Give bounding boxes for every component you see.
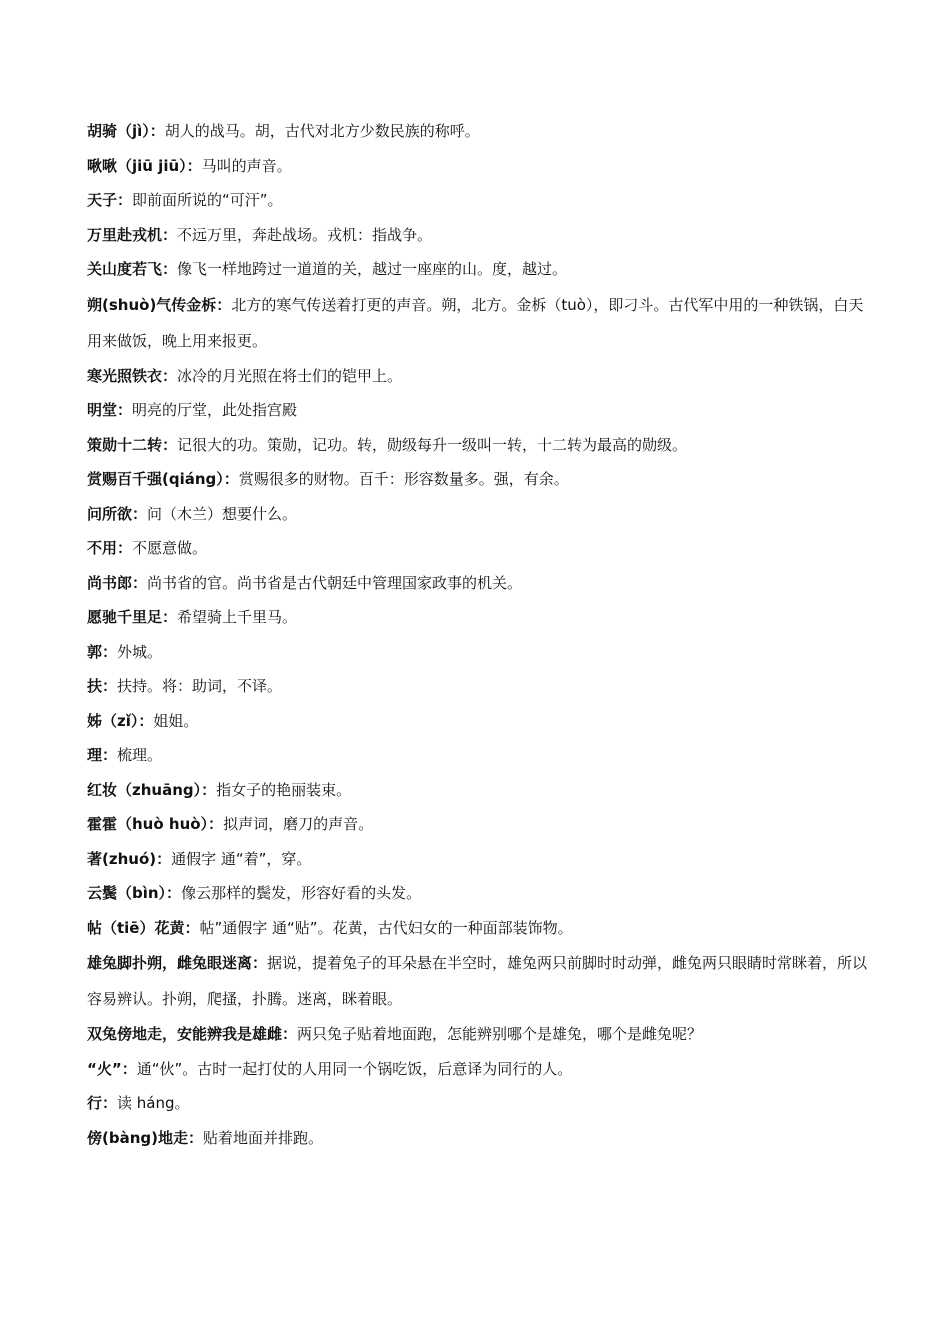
glossary-definition: 指女子的艳丽装束。 bbox=[216, 780, 352, 799]
glossary-entry bbox=[87, 876, 877, 911]
glossary-term: 问所欲： bbox=[87, 504, 148, 523]
glossary-definition: 贴着地面并排跑。 bbox=[203, 1128, 324, 1147]
glossary-definition: 胡人的战马。胡，古代对北方少数民族的称呼。 bbox=[164, 122, 480, 140]
glossary-definition: 梳理。 bbox=[117, 746, 163, 764]
glossary-definition: 像云那样的鬓发，形容好看的头发。 bbox=[181, 884, 422, 902]
glossary-definition: 据说，提着兔子的耳朵悬在半空时，雄兔两只前脚时时动弹，雌兔两只眼睛时常眯着，所以容易辨认。扑朔，爬搔，扑腾。迷离，眯着眼。 bbox=[87, 954, 868, 1008]
glossary-entry bbox=[87, 252, 877, 287]
glossary-definition: 明亮的厅堂，此处指宫殿 bbox=[132, 401, 298, 419]
glossary-entry bbox=[87, 945, 877, 1017]
glossary-entry bbox=[87, 635, 877, 670]
glossary-entry bbox=[87, 1121, 877, 1156]
glossary-term: 红妆（zhuāng）： bbox=[87, 780, 217, 799]
glossary-entry bbox=[87, 1017, 877, 1052]
glossary-entry bbox=[87, 531, 877, 566]
glossary-entry bbox=[87, 738, 877, 773]
glossary-definition: 尚书省的官。尚书省是古代朝廷中管理国家政事的机关。 bbox=[147, 573, 523, 592]
glossary-term: 赏赐百千强(qiáng）： bbox=[87, 470, 239, 488]
glossary-definition: 拟声词，磨刀的声音。 bbox=[223, 815, 374, 833]
glossary-entry bbox=[87, 773, 877, 808]
glossary-term: 啾啾（jiū jiū）： bbox=[87, 156, 202, 175]
glossary-term: 行： bbox=[87, 1094, 118, 1112]
glossary-term: 理： bbox=[87, 746, 118, 764]
glossary-term: 云鬓（bìn）： bbox=[87, 884, 182, 902]
glossary-term: 著(zhuó)： bbox=[87, 849, 172, 868]
glossary-term: 尚书郎： bbox=[87, 573, 148, 592]
glossary-entry bbox=[87, 393, 877, 428]
glossary-entry bbox=[87, 842, 877, 877]
glossary-entry bbox=[87, 807, 877, 842]
glossary-entry bbox=[87, 287, 877, 359]
glossary-definition: 北方的寒气传送着打更的声音。朔，北方。金柝（tuò），即刁斗。古代军中用的一种铁锅，白天用来做饭，晚上用来报更。 bbox=[87, 295, 864, 350]
glossary-term: 寒光照铁衣： bbox=[87, 366, 178, 385]
glossary-definition: 外城。 bbox=[117, 642, 163, 661]
glossary-term: 天子： bbox=[87, 191, 133, 209]
glossary-definition: 希望骑上千里马。 bbox=[177, 608, 298, 626]
glossary-term: 雄兔脚扑朔，雌兔眼迷离： bbox=[87, 954, 268, 972]
glossary-entry bbox=[87, 566, 877, 601]
glossary-term: 郭： bbox=[87, 642, 118, 661]
glossary-entry bbox=[87, 359, 877, 394]
glossary-entry bbox=[87, 911, 877, 946]
glossary-entry bbox=[87, 600, 877, 635]
glossary-definition: 通假字 通“着”，穿。 bbox=[171, 849, 312, 868]
glossary-entry bbox=[87, 149, 877, 184]
glossary-term: 万里赴戎机： bbox=[87, 225, 178, 244]
glossary-entry bbox=[87, 1086, 877, 1121]
glossary-term: 扶： bbox=[87, 677, 118, 695]
glossary-term: 策勋十二转： bbox=[87, 435, 178, 454]
glossary-term: 帖（tiē）花黄： bbox=[87, 918, 200, 937]
glossary-definition: 两只兔子贴着地面跑，怎能辨别哪个是雄兔，哪个是雌兔呢？ bbox=[297, 1025, 703, 1043]
glossary-entry bbox=[87, 1052, 877, 1087]
glossary-definition: 帖”通假字 通“贴”。花黄，古代妇女的一种面部装饰物。 bbox=[199, 918, 573, 937]
glossary-term: 傍(bàng)地走： bbox=[87, 1128, 203, 1147]
glossary-term: 关山度若飞： bbox=[87, 260, 178, 278]
glossary-definition: 像飞一样地跨过一道道的关，越过一座座的山。度，越过。 bbox=[177, 260, 568, 278]
glossary-definition: 读 háng。 bbox=[117, 1094, 190, 1112]
glossary-term: 双兔傍地走，安能辨我是雄雌： bbox=[87, 1025, 298, 1043]
glossary-term: 霍霍（huò huò）： bbox=[87, 815, 224, 833]
glossary-entry bbox=[87, 183, 877, 218]
glossary-term: 朔(shuò)气传金柝： bbox=[87, 295, 232, 314]
glossary-entry bbox=[87, 497, 877, 532]
glossary-entry bbox=[87, 218, 877, 253]
glossary-term: 愿驰千里足： bbox=[87, 608, 178, 626]
glossary-definition: 马叫的声音。 bbox=[201, 156, 292, 175]
glossary-term: 明堂： bbox=[87, 401, 133, 419]
glossary-definition: 姐姐。 bbox=[153, 711, 199, 730]
glossary-definition: 问（木兰）想要什么。 bbox=[147, 504, 298, 523]
glossary-term: 不用： bbox=[87, 539, 133, 557]
glossary-definition: 不愿意做。 bbox=[132, 539, 208, 557]
glossary-definition: 赏赐很多的财物。百千：形容数量多。强，有余。 bbox=[238, 470, 569, 488]
glossary-entry bbox=[87, 669, 877, 704]
glossary-term: 胡骑（jì）： bbox=[87, 122, 165, 140]
glossary-list bbox=[87, 114, 877, 1155]
glossary-definition: 通“伙”。古时一起打仗的人用同一个锅吃饭，后意译为同行的人。 bbox=[136, 1059, 573, 1078]
glossary-definition: 记很大的功。策勋，记功。转，勋级每升一级叫一转，十二转为最高的勋级。 bbox=[177, 435, 688, 454]
glossary-term: “火”： bbox=[87, 1059, 137, 1078]
glossary-definition: 即前面所说的“可汗”。 bbox=[132, 191, 283, 209]
glossary-entry bbox=[87, 114, 877, 149]
glossary-term: 姊（zǐ）： bbox=[87, 711, 154, 730]
glossary-entry bbox=[87, 462, 877, 497]
glossary-entry bbox=[87, 704, 877, 739]
glossary-definition: 扶持。将：助词，不译。 bbox=[117, 677, 283, 695]
glossary-definition: 不远万里，奔赴战场。戎机：指战争。 bbox=[177, 225, 433, 244]
glossary-entry bbox=[87, 428, 877, 463]
glossary-definition: 冰冷的月光照在将士们的铠甲上。 bbox=[177, 366, 403, 385]
